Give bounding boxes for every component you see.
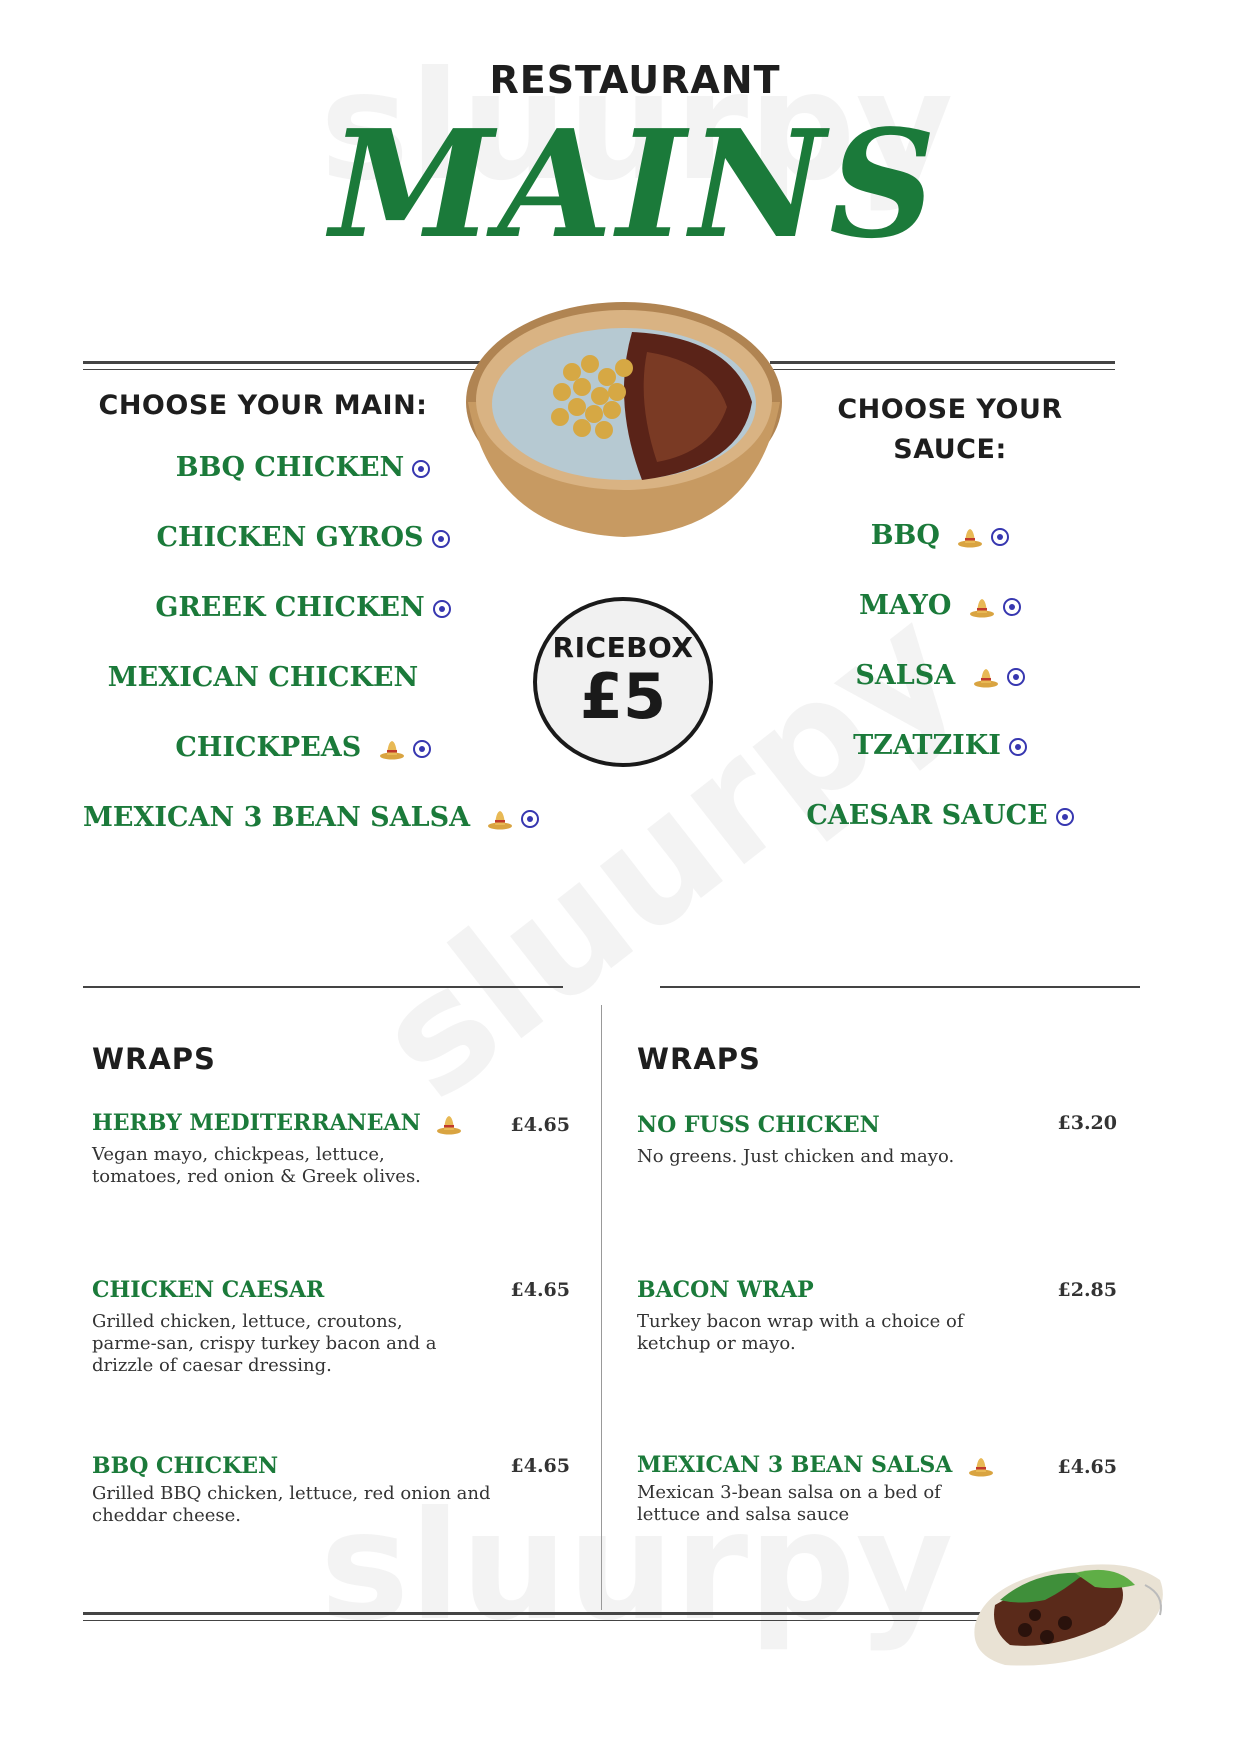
halal-dot-icon: [1056, 808, 1074, 826]
halal-dot-icon: [412, 460, 430, 478]
wrap-item-name: [637, 1452, 1117, 1478]
wrap-item-chicken-caesar[interactable]: [92, 1277, 570, 1377]
sauce-option-label: BBQ: [870, 520, 940, 551]
halal-dot-icon: [991, 528, 1009, 546]
main-option-chickpeas[interactable]: [83, 732, 523, 763]
rice-bowl-image: [462, 292, 786, 542]
wrap-item-description: Vegan mayo, chickpeas, lettuce, tomatoes, red onion & Greek olives.: [92, 1144, 421, 1187]
wrap-item-name: NO FUSS CHICKEN: [637, 1112, 880, 1138]
burrito-wrap-image: [965, 1545, 1170, 1675]
sauce-option-label: MAYO: [859, 590, 952, 621]
main-option-label: GREEK CHICKEN: [155, 592, 425, 623]
main-option-label: MEXICAN 3 BEAN SALSA: [83, 802, 471, 833]
top-rule-right-thin: [770, 369, 1115, 370]
sauce-heading: [800, 390, 1100, 470]
wrap-item-no-fuss-chicken[interactable]: [637, 1112, 1117, 1168]
main-option-bbq-chicken[interactable]: [83, 452, 523, 483]
bottom-rule: [83, 1612, 983, 1615]
main-option-label: BBQ CHICKEN: [175, 452, 405, 483]
wrap-item-name: BBQ CHICKEN: [92, 1453, 279, 1479]
column-divider: [601, 1005, 602, 1610]
main-option-mexican-chicken[interactable]: [83, 662, 443, 693]
main-option-label: CHICKPEAS: [175, 732, 362, 763]
wrap-item-price: £2.85: [1057, 1279, 1117, 1301]
sombrero-icon: [968, 1455, 994, 1477]
wrap-item-mexican-3-bean-salsa[interactable]: [637, 1452, 1117, 1526]
ricebox-price: £5: [579, 660, 667, 733]
halal-dot-icon: [521, 810, 539, 828]
mid-rule-right: [660, 986, 1140, 988]
wrap-item-name: BACON WRAP: [637, 1277, 814, 1303]
wrap-item-description: Mexican 3-bean salsa on a bed of lettuce and salsa sauce: [637, 1482, 941, 1525]
page-title: MAINS: [329, 97, 941, 271]
halal-dot-icon: [1003, 598, 1021, 616]
sauce-heading-line2: SAUCE:: [893, 434, 1007, 465]
halal-dot-icon: [1009, 738, 1027, 756]
sauce-option-salsa[interactable]: [790, 660, 1090, 691]
ricebox-price-badge: [533, 597, 713, 767]
sombrero-icon: [379, 738, 405, 760]
wrap-item-herby-mediterranean[interactable]: [92, 1110, 570, 1188]
ricebox-label: RICEBOX: [552, 631, 694, 664]
wrap-item-bacon-wrap[interactable]: [637, 1277, 1117, 1355]
sauce-option-label: CAESAR SAUCE: [806, 800, 1048, 831]
wrap-item-price: £3.20: [1057, 1112, 1117, 1134]
main-option-mexican-3-bean-salsa[interactable]: [83, 802, 523, 833]
sauce-option-tzatziki[interactable]: [790, 730, 1090, 761]
sauce-option-bbq[interactable]: [790, 520, 1090, 551]
wraps-left-heading: WRAPS: [92, 1042, 216, 1076]
main-option-greek-chicken[interactable]: [83, 592, 523, 623]
mid-rule-left: [83, 986, 563, 988]
wrap-item-description: Turkey bacon wrap with a choice of ketchup or mayo.: [637, 1311, 964, 1354]
main-option-label: CHICKEN GYROS: [156, 522, 424, 553]
wrap-item-name: [92, 1110, 570, 1136]
sauce-option-label: SALSA: [855, 660, 956, 691]
sauce-option-mayo[interactable]: [790, 590, 1090, 621]
wrap-item-price: £4.65: [510, 1455, 570, 1477]
wraps-right-heading: WRAPS: [637, 1042, 761, 1076]
wrap-item-bbq-chicken[interactable]: [92, 1453, 570, 1527]
sombrero-icon: [969, 596, 995, 618]
sombrero-icon: [487, 808, 513, 830]
main-option-label: MEXICAN CHICKEN: [107, 662, 419, 693]
wrap-item-description: Grilled BBQ chicken, lettuce, red onion and cheddar cheese.: [92, 1483, 491, 1526]
sauce-option-caesar-sauce[interactable]: [790, 800, 1090, 831]
halal-dot-icon: [413, 740, 431, 758]
wrap-item-name: CHICKEN CAESAR: [92, 1277, 325, 1303]
top-rule-left: [83, 361, 483, 364]
halal-dot-icon: [1007, 668, 1025, 686]
wrap-item-name-text: HERBY MEDITERRANEAN: [92, 1110, 421, 1136]
top-rule-left-thin: [83, 369, 483, 370]
wrap-item-price: £4.65: [510, 1114, 570, 1136]
wrap-item-description: Grilled chicken, lettuce, croutons, parme-san, crispy turkey bacon and a drizzle of caesar dressing.: [92, 1311, 437, 1376]
sauce-heading-line1: CHOOSE YOUR: [837, 394, 1063, 425]
wrap-item-name-text: MEXICAN 3 BEAN SALSA: [637, 1452, 953, 1478]
main-option-chicken-gyros[interactable]: [83, 522, 523, 553]
bottom-rule-thin: [83, 1620, 983, 1621]
halal-dot-icon: [432, 530, 450, 548]
mains-heading: CHOOSE YOUR MAIN:: [98, 390, 428, 421]
sombrero-icon: [957, 526, 983, 548]
top-rule-right: [770, 361, 1115, 364]
sauce-option-label: TZATZIKI: [853, 730, 1001, 761]
sombrero-icon: [973, 666, 999, 688]
sombrero-icon: [436, 1113, 462, 1135]
restaurant-label: RESTAURANT: [489, 58, 781, 102]
halal-dot-icon: [433, 600, 451, 618]
wrap-item-description: No greens. Just chicken and mayo.: [637, 1146, 955, 1167]
wrap-item-price: £4.65: [1057, 1456, 1117, 1478]
wrap-item-price: £4.65: [510, 1279, 570, 1301]
